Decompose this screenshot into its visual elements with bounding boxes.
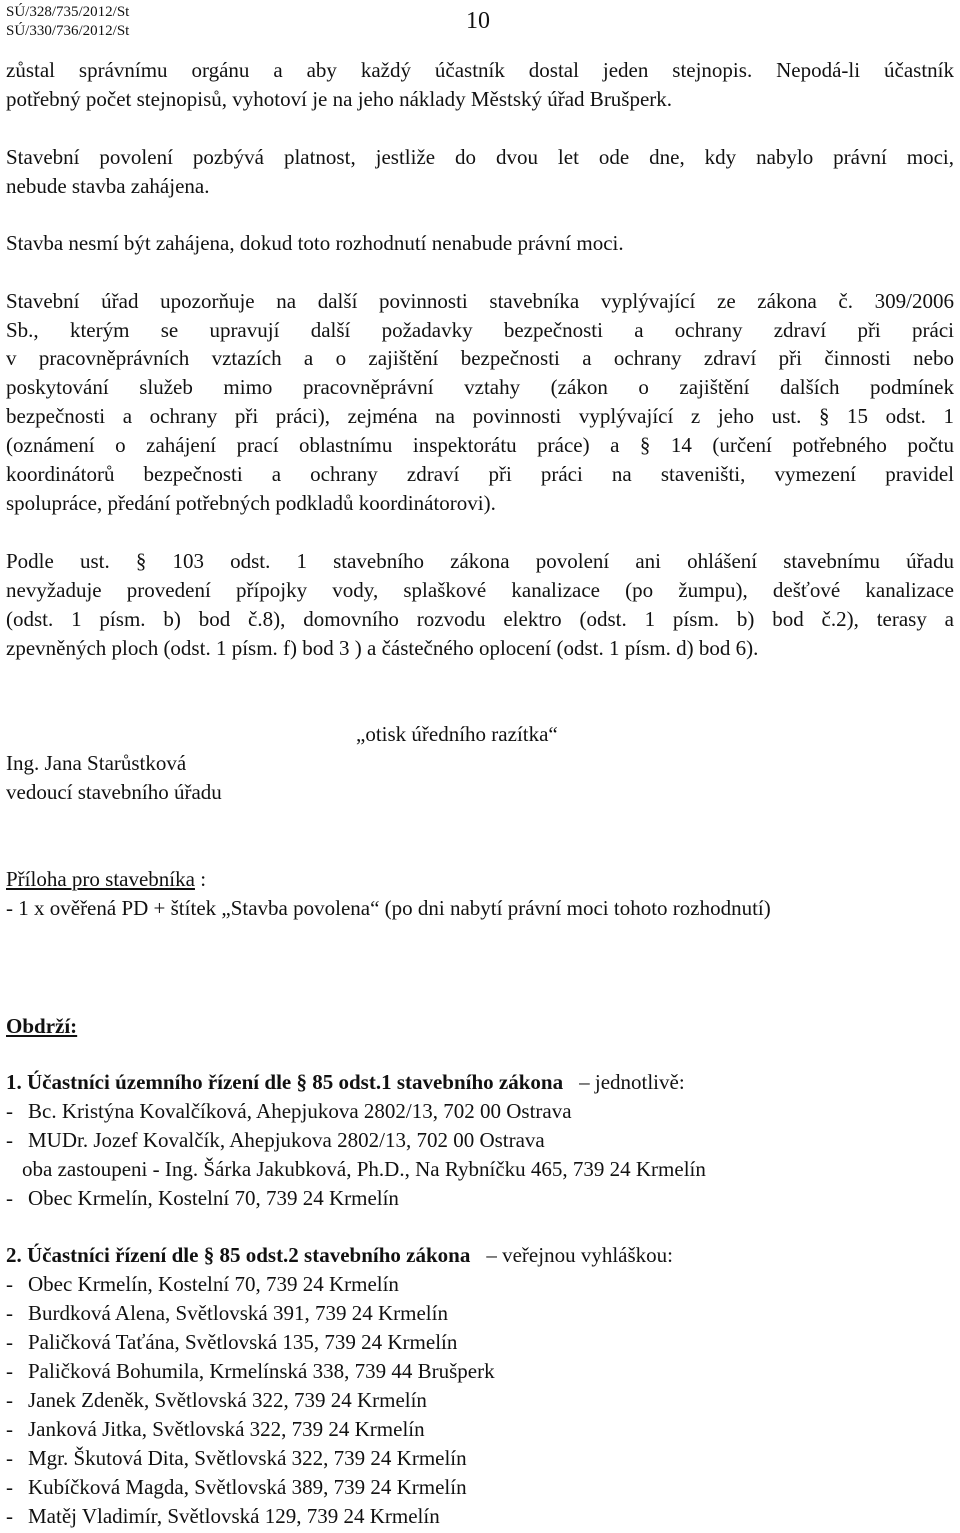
paragraph-line: Stavební úřad upozorňuje na další povinnosti stavebníka vyplývající ze zákona č. 309/2006	[6, 289, 954, 313]
paragraph-line: v pracovněprávních vztazích a o zajištění bezpečnosti a ochrany zdraví při činnosti nebo	[6, 346, 954, 370]
attachment-heading	[6, 865, 954, 893]
paragraph-line: nevyžaduje provedení přípojky vody, splaškové kanalizace (po žumpu), dešťové kanalizace	[6, 578, 954, 602]
paragraph-line: (odst. 1 písm. b) bod č.8), domovního rozvodu elektro (odst. 1 písm. b) bod č.2), terasy a	[6, 607, 954, 631]
list-item: - Burdková Alena, Světlovská 391, 739 24 Krmelín	[6, 1301, 448, 1325]
list-item: - Paličková Bohumila, Krmelínská 338, 739 44 Brušperk	[6, 1359, 495, 1383]
list-item: - Paličková Taťána, Světlovská 135, 739 24 Krmelín	[6, 1330, 458, 1354]
page-number: 10	[466, 8, 490, 34]
group-heading-1	[6, 1068, 954, 1096]
reference-number-2: SÚ/330/736/2012/St	[6, 23, 130, 39]
paragraph-line: spolupráce, předání potřebných podkladů koordinátorovi).	[6, 491, 496, 515]
group-heading-suffix: – jednotlivě:	[579, 1070, 685, 1094]
list-item: - Mgr. Škutová Dita, Světlovská 322, 739 24 Krmelín	[6, 1446, 467, 1470]
reference-number-1: SÚ/328/735/2012/St	[6, 4, 130, 20]
group-heading-text: 2. Účastníci řízení dle § 85 odst.2 stavebního zákona	[6, 1243, 471, 1267]
list-item: - Kubíčková Magda, Světlovská 389, 739 24 Krmelín	[6, 1475, 467, 1499]
stamp-placeholder: „otisk úředního razítka“	[356, 722, 558, 746]
representation-note: oba zastoupeni - Ing. Šárka Jakubková, Ph.D., Na Rybníčku 465, 739 24 Krmelín	[22, 1157, 706, 1181]
paragraph-line: zůstal správnímu orgánu a aby každý účastník dostal jeden stejnopis. Nepodá-li účastník	[6, 58, 954, 82]
list-item: - MUDr. Jozef Kovalčík, Ahepjukova 2802/13, 702 00 Ostrava	[6, 1128, 545, 1152]
list-item: - Janek Zdeněk, Světlovská 322, 739 24 Krmelín	[6, 1388, 427, 1412]
attachment-item: - 1 x ověřená PD + štítek „Stavba povolena“ (po dni nabytí právní moci tohoto rozhodnutí)	[6, 896, 771, 920]
list-item: - Matěj Vladimír, Světlovská 129, 739 24 Krmelín	[6, 1504, 440, 1528]
group-heading-suffix: – veřejnou vyhláškou:	[486, 1243, 673, 1267]
group-heading-text: 1. Účastníci územního řízení dle § 85 odst.1 stavebního zákona	[6, 1070, 564, 1094]
paragraph-line: zpevněných ploch (odst. 1 písm. f) bod 3 ) a částečného oplocení (odst. 1 písm. d) bod 6).	[6, 636, 759, 660]
group-heading-2	[6, 1241, 954, 1269]
list-item: - Obec Krmelín, Kostelní 70, 739 24 Krmelín	[6, 1272, 399, 1296]
attachment-label: Příloha pro stavebníka	[6, 867, 195, 891]
paragraph-line: (oznámení o zahájení prací oblastnímu inspektorátu práce) a § 14 (určení potřebného počtu	[6, 433, 954, 457]
paragraph-line: Podle ust. § 103 odst. 1 stavebního zákona povolení ani ohlášení stavebnímu úřadu	[6, 549, 954, 573]
paragraph-line: nebude stavba zahájena.	[6, 174, 210, 198]
signatory-name: Ing. Jana Starůstková	[6, 751, 187, 775]
paragraph-line: Sb., kterým se upravují další požadavky bezpečnosti a ochrany zdraví při práci	[6, 318, 954, 342]
paragraph-line: Stavba nesmí být zahájena, dokud toto rozhodnutí nenabude právní moci.	[6, 231, 624, 255]
paragraph-line: poskytování služeb mimo pracovněprávní vztahy (zákon o zajištění dalších podmínek	[6, 375, 954, 399]
attachment-colon: :	[194, 867, 207, 891]
paragraph-line: Stavební povolení pozbývá platnost, jestliže do dvou let ode dne, kdy nabylo právní moci,	[6, 145, 954, 169]
paragraph-line: koordinátorů bezpečnosti a ochrany zdraví při práci na staveništi, vymezení pravidel	[6, 462, 954, 486]
list-item: - Obec Krmelín, Kostelní 70, 739 24 Krmelín	[6, 1186, 399, 1210]
paragraph-line: potřebný počet stejnopisů, vyhotoví je na jeho náklady Městský úřad Brušperk.	[6, 87, 673, 111]
recipients-heading: Obdrží:	[6, 1014, 78, 1038]
list-item: - Bc. Kristýna Kovalčíková, Ahepjukova 2802/13, 702 00 Ostrava	[6, 1099, 572, 1123]
signatory-title: vedoucí stavebního úřadu	[6, 780, 222, 804]
list-item: - Janková Jitka, Světlovská 322, 739 24 Krmelín	[6, 1417, 425, 1441]
paragraph-line: bezpečnosti a ochrany při práci), zejména na povinnosti vyplývající z jeho ust. § 15 odst. 1	[6, 404, 954, 428]
